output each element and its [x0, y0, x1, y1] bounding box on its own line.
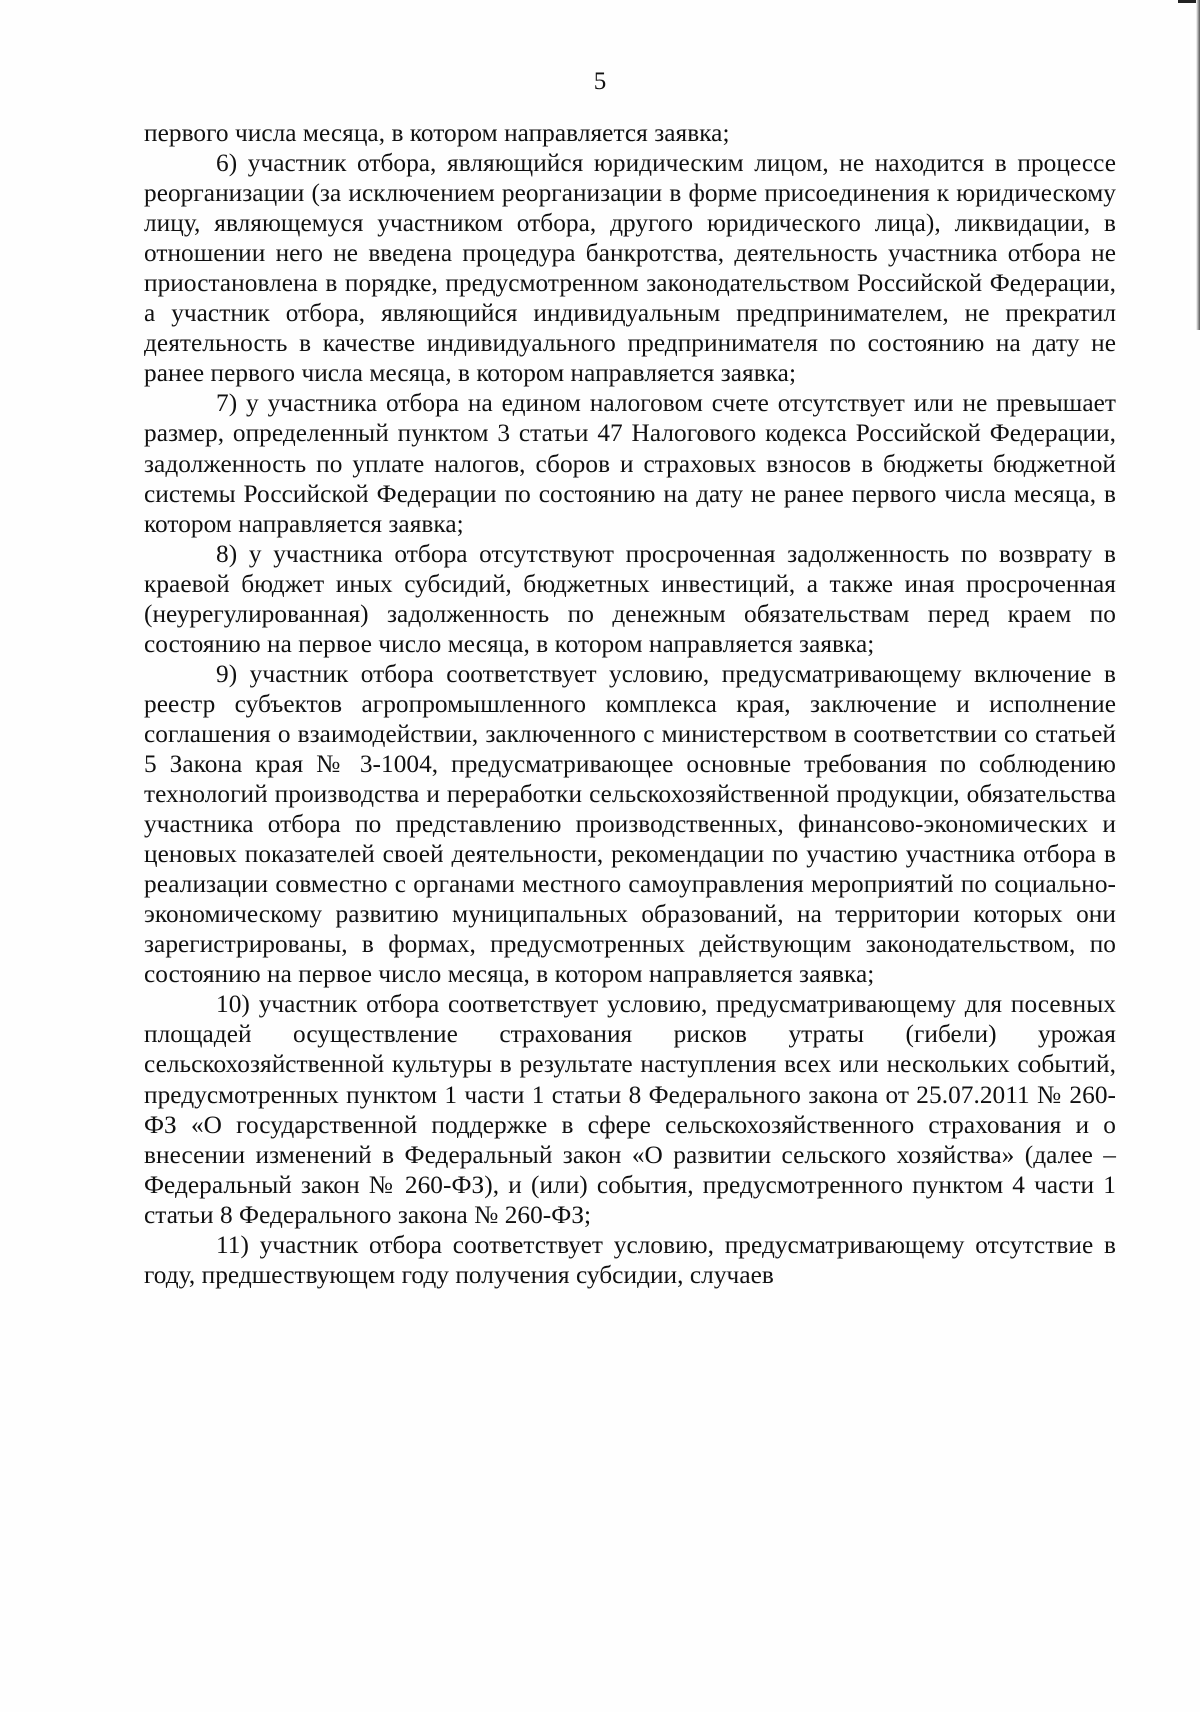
paragraph-item-10: 10) участник отбора соответствует условию, предусматривающему для посевных площадей осуществление страхования рисков утраты (гибели) урожая сельскохозяйственной культуры в результате наступления всех или нескольких событий, предусмотренных пунктом 1 части 1 статьи 8 Федерального закона от 25.07.2011 № 260-ФЗ «О государственной поддержке в сфере сельскохозяйственного страхования и о внесении изменений в Федеральный закон «О развитии сельского хозяйства» (далее – Федеральный закон № 260-ФЗ), и (или) события, предусмотренного пунктом 4 части 1 статьи 8 Федерального закона № 260-ФЗ;: [144, 990, 1116, 1229]
page-number: 5: [593, 68, 607, 95]
paragraph-item-8: 8) у участника отбора отсутствуют просроченная задолженность по возврату в краевой бюджет иных субсидий, бюджетных инвестиций, а также иная просроченная (неурегулированная) задолженность по денежным обязательствам перед краем по состоянию на первое число месяца, в котором направляется заявка;: [144, 539, 1116, 658]
paragraph-item-7: 7) у участника отбора на едином налоговом счете отсутствует или не превышает размер, определенный пунктом 3 статьи 47 Налогового кодекса Российской Федерации, задолженность по уплате налогов, сборов и страховых взносов в бюджеты бюджетной системы Российской Федерации по состоянию на дату не ранее первого числа месяца, в котором направляется заявка;: [144, 389, 1116, 538]
paragraph-continuation: первого числа месяца, в котором направляется заявка;: [144, 119, 730, 147]
document-body: [144, 118, 1116, 1290]
scan-edge-shadow: [1196, 0, 1200, 330]
paragraph-item-6: 6) участник отбора, являющийся юридическим лицом, не находится в процессе реорганизации (за исключением реорганизации в форме присоединения к юридическому лицу, являющемуся участником отбора, другого юридического лица), ликвидации, в отношении него не введена процедура банкротства, деятельность участника отбора не приостановлена в порядке, предусмотренном законодательством Российской Федерации, а участник отбора, являющийся индивидуальным предпринимателем, не прекратил деятельность в качестве индивидуального предпринимателя по состоянию на дату не ранее первого числа месяца, в котором направляется заявка;: [144, 149, 1116, 388]
paragraph-item-9: 9) участник отбора соответствует условию, предусматривающему включение в реестр субъектов агропромышленного комплекса края, заключение и исполнение соглашения о взаимодействии, заключенного с министерством в соответствии со статьей 5 Закона края № 3-1004, предусматривающее основные требования по соблюдению технологий производства и переработки сельскохозяйственной продукции, обязательства участника отбора по представлению производственных, финансово-экономических и ценовых показателей своей деятельности, рекомендации по участию участника отбора в реализации совместно с органами местного самоуправления мероприятий по социально-экономическому развитию муниципальных образований, на территории которых они зарегистрированы, в формах, предусмотренных действующим законодательством, по состоянию на первое число месяца, в котором направляется заявка;: [144, 659, 1116, 989]
paragraph-item-11: 11) участник отбора соответствует условию, предусматривающему отсутствие в году, предшествующем году получения субсидии, случаев: [144, 1230, 1116, 1289]
